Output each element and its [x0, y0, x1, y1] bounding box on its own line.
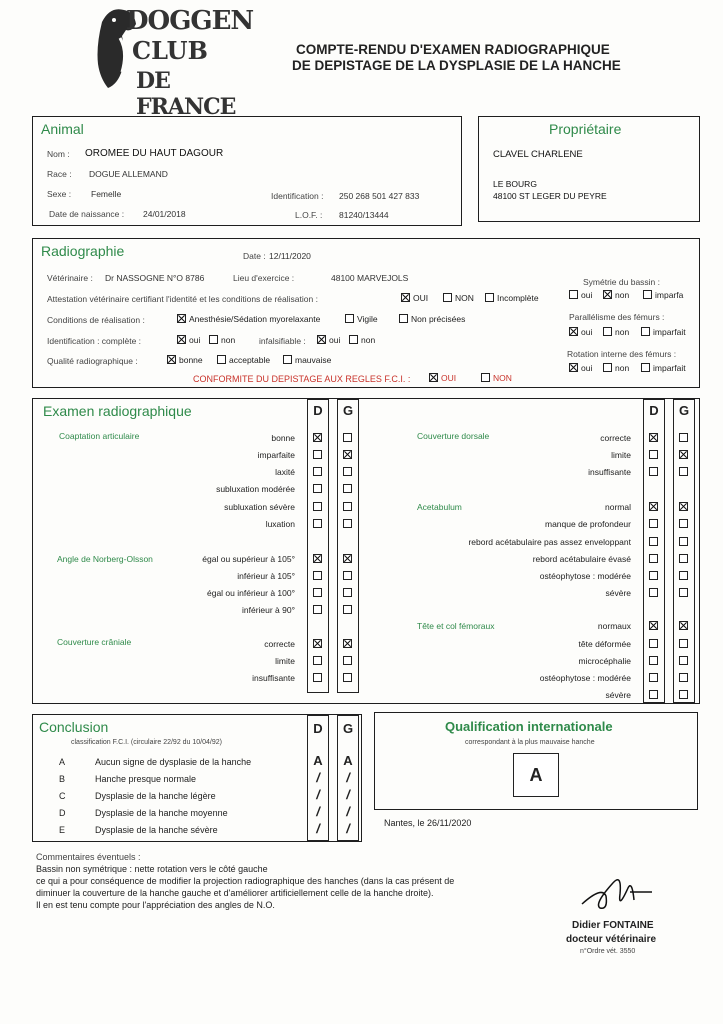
qualif-grade: A: [529, 764, 543, 785]
cranial-limite-g[interactable]: [343, 656, 352, 665]
tete-row: tête déformée: [578, 639, 631, 649]
coaptation-luxation-d[interactable]: [313, 519, 322, 528]
animal-section: [32, 116, 462, 226]
parallelisme-imparfait[interactable]: imparfait: [641, 327, 686, 337]
acetabulum-evase-d[interactable]: [649, 554, 658, 563]
infalsifiable-non[interactable]: non: [349, 335, 375, 345]
rotation-oui[interactable]: oui: [569, 363, 592, 373]
conditions-label: Conditions de réalisation :: [47, 315, 145, 325]
symetrie-non[interactable]: non: [603, 290, 629, 300]
cranial-correcte-d[interactable]: [313, 639, 322, 648]
concl-letter: A: [59, 757, 66, 767]
concl-text: Aucun signe de dysplasie de la hanche: [95, 757, 252, 767]
checked-icon: [317, 335, 326, 344]
concl-text: Dysplasie de la hanche moyenne: [95, 808, 228, 818]
norberg-lt90-d[interactable]: [313, 605, 322, 614]
attestation-incomplete[interactable]: Incomplète: [485, 293, 539, 303]
checked-icon: [569, 327, 578, 336]
comment-line: diminuer la couverture de la hanche gauche et d'améliorer artificiellement celle de la hanche droite).: [36, 888, 434, 898]
concl-grade-d: A: [313, 753, 323, 768]
acetabulum-row: sévère: [605, 588, 631, 598]
right-d-header: D: [649, 403, 659, 418]
checkbox-icon: [209, 335, 218, 344]
dorsale-row: correcte: [600, 433, 631, 443]
infalsifiable-oui[interactable]: oui: [317, 335, 340, 345]
dorsale-limite-d[interactable]: [649, 450, 658, 459]
radio-date-label: Date :: [243, 251, 266, 261]
acetabulum-profondeur-d[interactable]: [649, 519, 658, 528]
rotation-label: Rotation interne des fémurs :: [567, 349, 677, 359]
qualite-label: Qualité radiographique :: [47, 356, 138, 366]
place-date: Nantes, le 26/11/2020: [384, 818, 472, 828]
conformite-non[interactable]: NON: [481, 373, 512, 383]
doc-title-2: DE DEPISTAGE DE LA DYSPLASIE DE LA HANCHE: [292, 58, 621, 73]
acetabulum-osteo-sev-d[interactable]: [649, 588, 658, 597]
sexe-label: Sexe :: [47, 189, 72, 199]
owner-section: [478, 116, 700, 222]
animal-sexe: Femelle: [91, 189, 122, 199]
ident-label: Identification :: [271, 191, 324, 201]
conclusion-heading: Conclusion: [39, 719, 109, 735]
norberg-row: égal ou inférieur à 100°: [207, 588, 295, 598]
logo-line2: CLUB: [132, 36, 208, 65]
dorsale-heading: Couverture dorsale: [417, 431, 490, 441]
coaptation-sublux-sev-g[interactable]: [343, 502, 352, 511]
nom-label: Nom :: [47, 149, 70, 159]
vet-label: Vétérinaire :: [47, 273, 93, 283]
radio-date: 12/11/2020: [269, 251, 311, 261]
acetabulum-profondeur-g[interactable]: [679, 519, 688, 528]
concl-grade-g: /: [346, 804, 350, 819]
norberg-lt90-g[interactable]: [343, 605, 352, 614]
coaptation-row: bonne: [271, 433, 295, 443]
norberg-lt105-d[interactable]: [313, 571, 322, 580]
acetabulum-row: rebord acétabulaire évasé: [532, 554, 631, 564]
parallelisme-non[interactable]: non: [603, 327, 629, 337]
norberg-le100-g[interactable]: [343, 588, 352, 597]
coaptation-sublux-sev-d[interactable]: [313, 502, 322, 511]
checked-icon: [401, 293, 410, 302]
concl-letter: B: [59, 774, 66, 784]
identification-label: Identification : complète :: [47, 336, 142, 346]
qualification-section: [374, 712, 698, 810]
norberg-le100-d[interactable]: [313, 588, 322, 597]
checkbox-icon: [603, 363, 612, 372]
animal-lof: 81240/13444: [339, 210, 389, 220]
conformite-oui[interactable]: OUI: [429, 373, 456, 383]
tete-row: sévère: [605, 690, 631, 700]
acetabulum-row: rebord acétabulaire pas assez enveloppant: [468, 537, 631, 547]
qualite-acceptable[interactable]: acceptable: [217, 355, 270, 365]
acetabulum-enveloppant-g[interactable]: [679, 537, 688, 546]
conformite-label: CONFORMITE DU DEPISTAGE AUX REGLES F.C.I. :: [193, 374, 411, 384]
symetrie-imparfait[interactable]: imparfa: [643, 290, 683, 300]
tete-deformee-d[interactable]: [649, 639, 658, 648]
signer-name: Didier FONTAINE: [572, 920, 654, 931]
cranial-heading: Couverture crâniale: [57, 637, 132, 647]
tete-microcephalie-g[interactable]: [679, 656, 688, 665]
tete-osteo-sev-g[interactable]: [679, 690, 688, 699]
owner-addr2: 48100 ST LEGER DU PEYRE: [493, 191, 607, 201]
cranial-insuffisante-g[interactable]: [343, 673, 352, 682]
coaptation-row: luxation: [265, 519, 295, 529]
acetabulum-normal-d[interactable]: [649, 502, 658, 511]
checkbox-icon: [485, 293, 494, 302]
owner-name: CLAVEL CHARLENE: [493, 149, 583, 160]
coaptation-imparfaite-d[interactable]: [313, 450, 322, 459]
coaptation-bonne-g[interactable]: [343, 433, 352, 442]
dorsale-limite-g[interactable]: [679, 450, 688, 459]
norberg-heading: Angle de Norberg-Olsson: [57, 554, 153, 564]
logo-line1: DOGGEN: [126, 6, 254, 36]
tete-row: normaux: [597, 621, 631, 631]
concl-grade-d: /: [316, 804, 320, 819]
checkbox-icon: [443, 293, 452, 302]
concl-grade-d: /: [316, 770, 320, 785]
tete-normaux-d[interactable]: [649, 621, 658, 630]
checked-icon: [569, 363, 578, 372]
checkbox-icon: [569, 290, 578, 299]
ident-complete-non[interactable]: non: [209, 335, 235, 345]
radiographie-section: [32, 238, 700, 388]
dorsale-insuffisante-g[interactable]: [679, 467, 688, 476]
signature-icon: [572, 866, 662, 916]
tete-row: ostéophytose : modérée: [539, 673, 631, 683]
concl-grade-g: /: [346, 821, 350, 836]
doc-title-1: COMPTE-RENDU D'EXAMEN RADIOGRAPHIQUE: [296, 42, 610, 57]
logo-line3: DE FRANCE: [136, 68, 236, 120]
examen-heading: Examen radiographique: [43, 403, 192, 419]
coaptation-luxation-g[interactable]: [343, 519, 352, 528]
acetabulum-row: ostéophytose : modérée: [539, 571, 631, 581]
lof-label: L.O.F. :: [295, 210, 323, 220]
qualif-sub: correspondant à la plus mauvaise hanche: [465, 739, 595, 746]
attestation-oui[interactable]: OUI: [401, 293, 428, 303]
qualif-grade-box: [513, 753, 559, 797]
coaptation-sublux-mod-d[interactable]: [313, 484, 322, 493]
concl-grade-d: /: [316, 821, 320, 836]
coaptation-laxite-g[interactable]: [343, 467, 352, 476]
tete-deformee-g[interactable]: [679, 639, 688, 648]
dorsale-insuffisante-d[interactable]: [649, 467, 658, 476]
cranial-insuffisante-d[interactable]: [313, 673, 322, 682]
norberg-row: égal ou supérieur à 105°: [202, 554, 295, 564]
animal-heading: Animal: [41, 121, 84, 137]
tete-normaux-g[interactable]: [679, 621, 688, 630]
concl-text: Hanche presque normale: [95, 774, 197, 784]
conditions-anesthesie[interactable]: Anesthésie/Sédation myorelaxante: [177, 314, 320, 324]
concl-grade-g: A: [343, 753, 353, 768]
checkbox-icon: [641, 363, 650, 372]
concl-text: Dysplasie de la hanche sévère: [95, 825, 218, 835]
concl-letter: E: [59, 825, 66, 835]
coaptation-laxite-d[interactable]: [313, 467, 322, 476]
classif-note: classification F.C.I. (circulaire 22/92 du 10/04/92): [71, 739, 222, 746]
tete-osteo-mod-d[interactable]: [649, 673, 658, 682]
infalsifiable-label: infalsifiable :: [259, 336, 306, 346]
acetabulum-enveloppant-d[interactable]: [649, 537, 658, 546]
cranial-row: correcte: [264, 639, 295, 649]
examen-section: [32, 398, 700, 704]
acetabulum-osteo-sev-g[interactable]: [679, 588, 688, 597]
symetrie-label: Symétrie du bassin :: [583, 277, 661, 287]
dorsale-correcte-g[interactable]: [679, 433, 688, 442]
checkbox-icon: [641, 327, 650, 336]
owner-addr1: LE BOURG: [493, 179, 537, 189]
coaptation-row: laxité: [275, 467, 295, 477]
animal-race: DOGUE ALLEMAND: [89, 169, 168, 179]
checkbox-icon: [349, 335, 358, 344]
tete-row: microcéphalie: [578, 656, 631, 666]
lieu-value: 48100 MARVEJOLS: [331, 273, 409, 283]
checked-icon: [167, 355, 176, 364]
tete-osteo-sev-d[interactable]: [649, 690, 658, 699]
cranial-row: limite: [275, 656, 295, 666]
comment-line: Bassin non symétrique : nette rotation vers le côté gauche: [36, 864, 268, 874]
coaptation-heading: Coaptation articulaire: [59, 431, 140, 441]
left-d-header: D: [313, 403, 323, 418]
acetabulum-normal-g[interactable]: [679, 502, 688, 511]
norberg-105plus-g[interactable]: [343, 554, 352, 563]
norberg-row: inférieur à 105°: [237, 571, 295, 581]
comment-line: Il en est tenu compte pour l'appréciation des angles de N.O.: [36, 900, 275, 910]
qualite-mauvaise[interactable]: mauvaise: [283, 355, 331, 365]
coaptation-row: subluxation sévère: [224, 502, 295, 512]
coaptation-imparfaite-g[interactable]: [343, 450, 352, 459]
coaptation-bonne-d[interactable]: [313, 433, 322, 442]
signer-ordre: n°Ordre vét. 3550: [580, 948, 636, 955]
acetabulum-osteo-mod-d[interactable]: [649, 571, 658, 580]
conclusion-section: [32, 714, 362, 842]
attestation-non[interactable]: NON: [443, 293, 474, 303]
right-g-header: G: [678, 403, 690, 418]
tete-microcephalie-d[interactable]: [649, 656, 658, 665]
cranial-row: insuffisante: [252, 673, 295, 683]
race-label: Race :: [47, 169, 72, 179]
concl-letter: D: [59, 808, 66, 818]
checked-icon: [429, 373, 438, 382]
concl-grade-g: /: [346, 787, 350, 802]
qualif-heading: Qualification internationale: [445, 719, 613, 734]
checked-icon: [177, 314, 186, 323]
acetabulum-row: manque de profondeur: [544, 519, 631, 529]
acetabulum-osteo-mod-g[interactable]: [679, 571, 688, 580]
lieu-label: Lieu d'exercice :: [233, 273, 295, 283]
coaptation-sublux-mod-g[interactable]: [343, 484, 352, 493]
radio-heading: Radiographie: [41, 243, 125, 259]
vet-name: Dr NASSOGNE N°O 8786: [105, 273, 205, 283]
norberg-105plus-d[interactable]: [313, 554, 322, 563]
norberg-lt105-g[interactable]: [343, 571, 352, 580]
coaptation-row: imparfaite: [257, 450, 295, 460]
acetabulum-evase-g[interactable]: [679, 554, 688, 563]
concl-g-header: G: [342, 721, 354, 736]
signer-title: docteur vétérinaire: [566, 934, 657, 945]
naissance-label: Date de naissance :: [49, 209, 125, 219]
cranial-limite-d[interactable]: [313, 656, 322, 665]
club-logo: [92, 2, 254, 120]
animal-birthdate: 24/01/2018: [143, 209, 186, 219]
qualite-bonne[interactable]: bonne: [167, 355, 203, 365]
left-g-header: G: [342, 403, 354, 418]
symetrie-oui[interactable]: oui: [569, 290, 592, 300]
animal-ident: 250 268 501 427 833: [339, 191, 420, 201]
owner-heading: Propriétaire: [549, 121, 622, 137]
checked-icon: [603, 290, 612, 299]
dorsale-correcte-d[interactable]: [649, 433, 658, 442]
concl-d-header: D: [313, 721, 323, 736]
comment-line: ce qui a pour conséquence de modifier la projection radiographique des hanches (dans la cas présent de: [36, 876, 455, 886]
ident-complete-oui[interactable]: oui: [177, 335, 200, 345]
checkbox-icon: [603, 327, 612, 336]
norberg-row: inférieur à 90°: [241, 605, 295, 615]
checkbox-icon: [345, 314, 354, 323]
comments-heading: Commentaires éventuels :: [36, 852, 141, 862]
tete-osteo-mod-g[interactable]: [679, 673, 688, 682]
checkbox-icon: [481, 373, 490, 382]
parallelisme-label: Parallélisme des fémurs :: [569, 312, 665, 322]
checked-icon: [177, 335, 186, 344]
rotation-imparfait[interactable]: imparfait: [641, 363, 686, 373]
concl-grade-g: /: [346, 770, 350, 785]
cranial-correcte-g[interactable]: [343, 639, 352, 648]
dorsale-row: insuffisante: [588, 467, 631, 477]
checkbox-icon: [643, 290, 652, 299]
animal-name: OROMEE DU HAUT DAGOUR: [85, 148, 224, 159]
acetabulum-heading: Acetabulum: [417, 502, 462, 512]
tete-heading: Tête et col fémoraux: [417, 621, 495, 631]
concl-grade-d: /: [316, 787, 320, 802]
checkbox-icon: [399, 314, 408, 323]
checkbox-icon: [283, 355, 292, 364]
concl-text: Dysplasie de la hanche légère: [95, 791, 216, 801]
dorsale-row: limite: [611, 450, 631, 460]
acetabulum-row: normal: [605, 502, 631, 512]
rotation-non[interactable]: non: [603, 363, 629, 373]
checkbox-icon: [217, 355, 226, 364]
conditions-vigile[interactable]: Vigile: [345, 314, 378, 324]
attestation-label: Attestation vétérinaire certifiant l'identité et les conditions de réalisation :: [47, 294, 318, 304]
concl-letter: C: [59, 791, 66, 801]
coaptation-row: subluxation modérée: [216, 484, 295, 494]
parallelisme-oui[interactable]: oui: [569, 327, 592, 337]
conditions-nonprecisees[interactable]: Non précisées: [399, 314, 465, 324]
